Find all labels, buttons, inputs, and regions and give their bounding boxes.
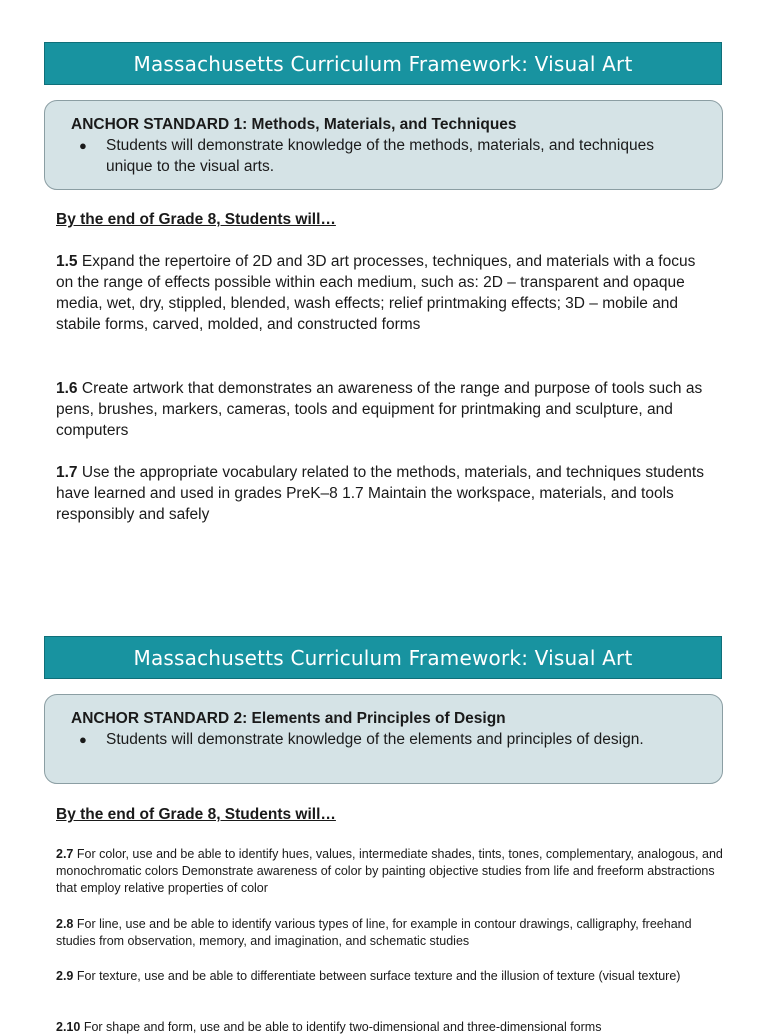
standard-item	[56, 1019, 724, 1036]
anchor-standard-2-box	[44, 694, 723, 784]
standard-number: 2.7	[56, 847, 74, 861]
anchor-standard-1-bullet	[79, 135, 696, 177]
anchor-standard-1-box	[44, 100, 723, 190]
anchor-standard-2-bullet	[79, 729, 696, 750]
standard-item	[56, 378, 716, 441]
standard-number: 1.6	[56, 380, 78, 397]
standard-item	[56, 916, 724, 950]
section-2-grade-heading: By the end of Grade 8, Students will…	[56, 806, 336, 823]
standard-item	[56, 462, 716, 525]
standard-number: 2.10	[56, 1020, 81, 1034]
standard-text: For texture, use and be able to differentiate between surface texture and the illusion of texture (visual texture)	[73, 969, 681, 983]
standard-text: Expand the repertoire of 2D and 3D art processes, techniques, and materials with a focus on the range of effects possible within each medium, such as: 2D – transparent and opaque media, wet, dry, stippled, blended, wash effects; relief printmaking effects; 3D – mobile and stabile forms, carved, molded, and constructed forms	[56, 253, 696, 333]
standard-text: For line, use and be able to identify various types of line, for example in contour drawings, calligraphy, freehand studies from observation, memory, and imagination, and schematic studies	[56, 917, 692, 948]
standard-item	[56, 846, 724, 897]
section-2-banner: Massachusetts Curriculum Framework: Visual Art	[44, 636, 722, 679]
anchor-standard-1-bullet-text: Students will demonstrate knowledge of the methods, materials, and techniques unique to the visual arts.	[106, 137, 654, 175]
section-1-banner: Massachusetts Curriculum Framework: Visual Art	[44, 42, 722, 85]
standard-item	[56, 251, 716, 335]
anchor-standard-2-bullet-text: Students will demonstrate knowledge of the elements and principles of design.	[106, 731, 644, 748]
bullet-icon: ●	[79, 138, 87, 153]
standard-text: For color, use and be able to identify hues, values, intermediate shades, tints, tones, complementary, analogous, and monochromatic colors Demonstrate awareness of color by painting objective studies from life and freeform abstractions that employ relative properties of color	[56, 847, 723, 895]
standard-text: For shape and form, use and be able to identify two-dimensional and three-dimensional forms	[80, 1020, 602, 1034]
standard-text: Use the appropriate vocabulary related to the methods, materials, and techniques students have learned and used in grades PreK–8 1.7 Maintain the workspace, materials, and tools responsibly and safely	[56, 464, 704, 523]
standard-item	[56, 968, 724, 985]
section-1-grade-heading: By the end of Grade 8, Students will…	[56, 211, 336, 228]
standard-text: Create artwork that demonstrates an awareness of the range and purpose of tools such as pens, brushes, markers, cameras, tools and equipment for printmaking and sculpture, and computers	[56, 380, 703, 439]
standard-number: 2.8	[56, 917, 74, 931]
anchor-standard-2-title: ANCHOR STANDARD 2: Elements and Principles of Design	[71, 710, 506, 727]
anchor-standard-1-title: ANCHOR STANDARD 1: Methods, Materials, and Techniques	[71, 116, 517, 133]
bullet-icon: ●	[79, 732, 87, 747]
standard-number: 1.5	[56, 253, 78, 270]
standard-number: 2.9	[56, 969, 74, 983]
standard-number: 1.7	[56, 464, 78, 481]
